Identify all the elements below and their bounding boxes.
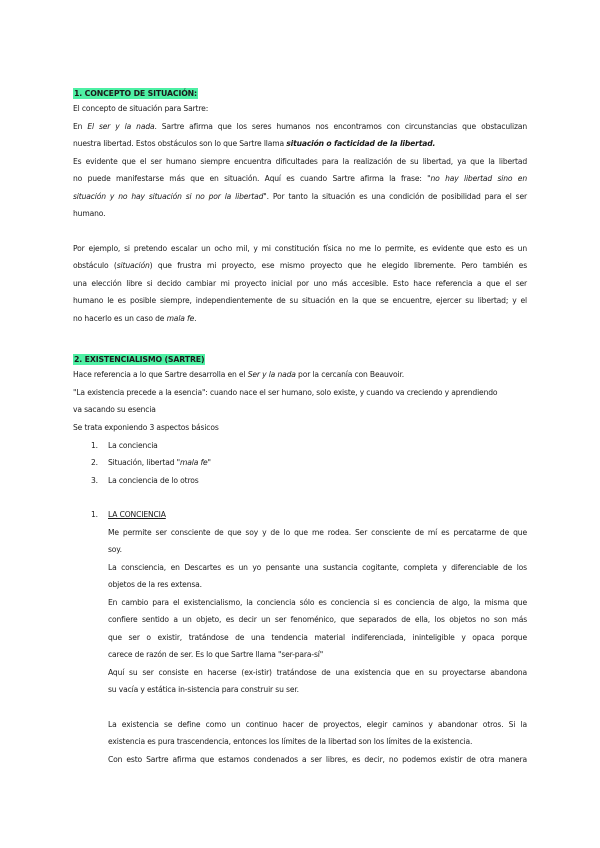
paragraph-line: humano le es posible siempre, independientemente de su situación en la que se encuentre, ejercer su libertad; y el	[73, 296, 527, 305]
list-item-text: La conciencia de lo otros	[108, 476, 199, 485]
paragraph-line: existencia es pura trascendencia, entonces los límites de la libertad son los límites de la existencia.	[108, 737, 473, 746]
paragraph-line: Es evidente que el ser humano siempre encuentra dificultades para la realización de su libertad, ya que la libertad	[73, 157, 527, 166]
paragraph-line: una elección libre si decido cambiar mi proyecto inicial por uno más accesible. Esto hace referencia a que el ser	[73, 279, 527, 288]
paragraph-line: va sacando su esencia	[73, 405, 156, 414]
subsection-number: 1.	[91, 510, 98, 519]
subsection-title-conciencia: LA CONCIENCIA	[108, 510, 166, 519]
paragraph-line: nuestra libertad. Estos obstáculos son lo que Sartre llama situación o facticidad de la libertad.	[73, 139, 436, 148]
list-item: 3.	[91, 476, 98, 485]
paragraph-line: Con esto Sartre afirma que estamos condenados a ser libres, es decir, no podemos existir de otra manera	[108, 755, 527, 764]
list-item-text: Situación, libertad "mala fe"	[108, 458, 211, 467]
section-heading-existencialismo: 2. EXISTENCIALISMO (SARTRE)	[74, 355, 205, 364]
paragraph-line: Se trata exponiendo 3 aspectos básicos	[73, 423, 219, 432]
paragraph-line: humano.	[73, 209, 106, 218]
paragraph-line: "La existencia precede a la esencia": cuando nace el ser humano, solo existe, y cuando va creciendo y aprendiendo	[73, 388, 498, 397]
paragraph-line: La consciencia, en Descartes es un yo pensante una sustancia cogitante, completa y diferenciable de los	[108, 563, 527, 572]
paragraph-line: no hacerlo es un caso de mala fe.	[73, 314, 197, 323]
paragraph-line: confiere sentido a un objeto, es decir un ser fenoménico, que separados de ella, los objetos no son más	[108, 615, 527, 624]
section-heading-situacion: 1. CONCEPTO DE SITUACIÓN:	[74, 89, 198, 98]
list-item-text: La conciencia	[108, 441, 158, 450]
paragraph-line: En El ser y la nada. Sartre afirma que los seres humanos nos encontramos con circunstancias que obstaculizan	[73, 122, 527, 131]
paragraph-line: Aquí su ser consiste en hacerse (ex-istir) tratándose de una existencia que en su proyectarse abandona	[108, 668, 527, 677]
paragraph-line: carece de razón de ser. Es lo que Sartre llama "ser-para-sí"	[108, 650, 324, 659]
paragraph-line: obstáculo (situación) que frustra mi proyecto, ese mismo proyecto que he elegido libremente. Pero también es	[73, 261, 527, 270]
paragraph-line: su vacía y estática in-sistencia para construir su ser.	[108, 685, 299, 694]
paragraph-line: objetos de la res extensa.	[108, 580, 202, 589]
list-item: 1.	[91, 441, 98, 450]
paragraph-line: soy.	[108, 545, 122, 554]
paragraph-line: Por ejemplo, si pretendo escalar un ocho mil, y mi constitución física no me lo permite, es evidente que esto es un	[73, 244, 527, 253]
paragraph-line: En cambio para el existencialismo, la conciencia sólo es conciencia si es conciencia de algo, la misma que	[108, 598, 527, 607]
list-item: 2.	[91, 458, 98, 467]
paragraph-line: situación y no hay situación si no por la libertad". Por tanto la situación es una condición de posibilidad para el ser	[73, 192, 527, 201]
paragraph-line: Hace referencia a lo que Sartre desarrolla en el Ser y la nada por la cercanía con Beauvoir.	[73, 370, 404, 379]
paragraph-line: que ser o existir, tratándose de una tendencia material indiferenciada, ininteligible y opaca porque	[108, 633, 527, 642]
paragraph-line: El concepto de situación para Sartre:	[73, 104, 209, 113]
paragraph-line: no puede manifestarse más que en situación. Aquí es cuando Sartre afirma la frase: "no hay libertad sino en	[73, 174, 527, 183]
paragraph-line: La existencia se define como un continuo hacer de proyectos, elegir caminos y abandonar otros. Si la	[108, 720, 527, 729]
paragraph-line: Me permite ser consciente de que soy y de lo que me rodea. Ser consciente de mí es percatarme de que	[108, 528, 527, 537]
